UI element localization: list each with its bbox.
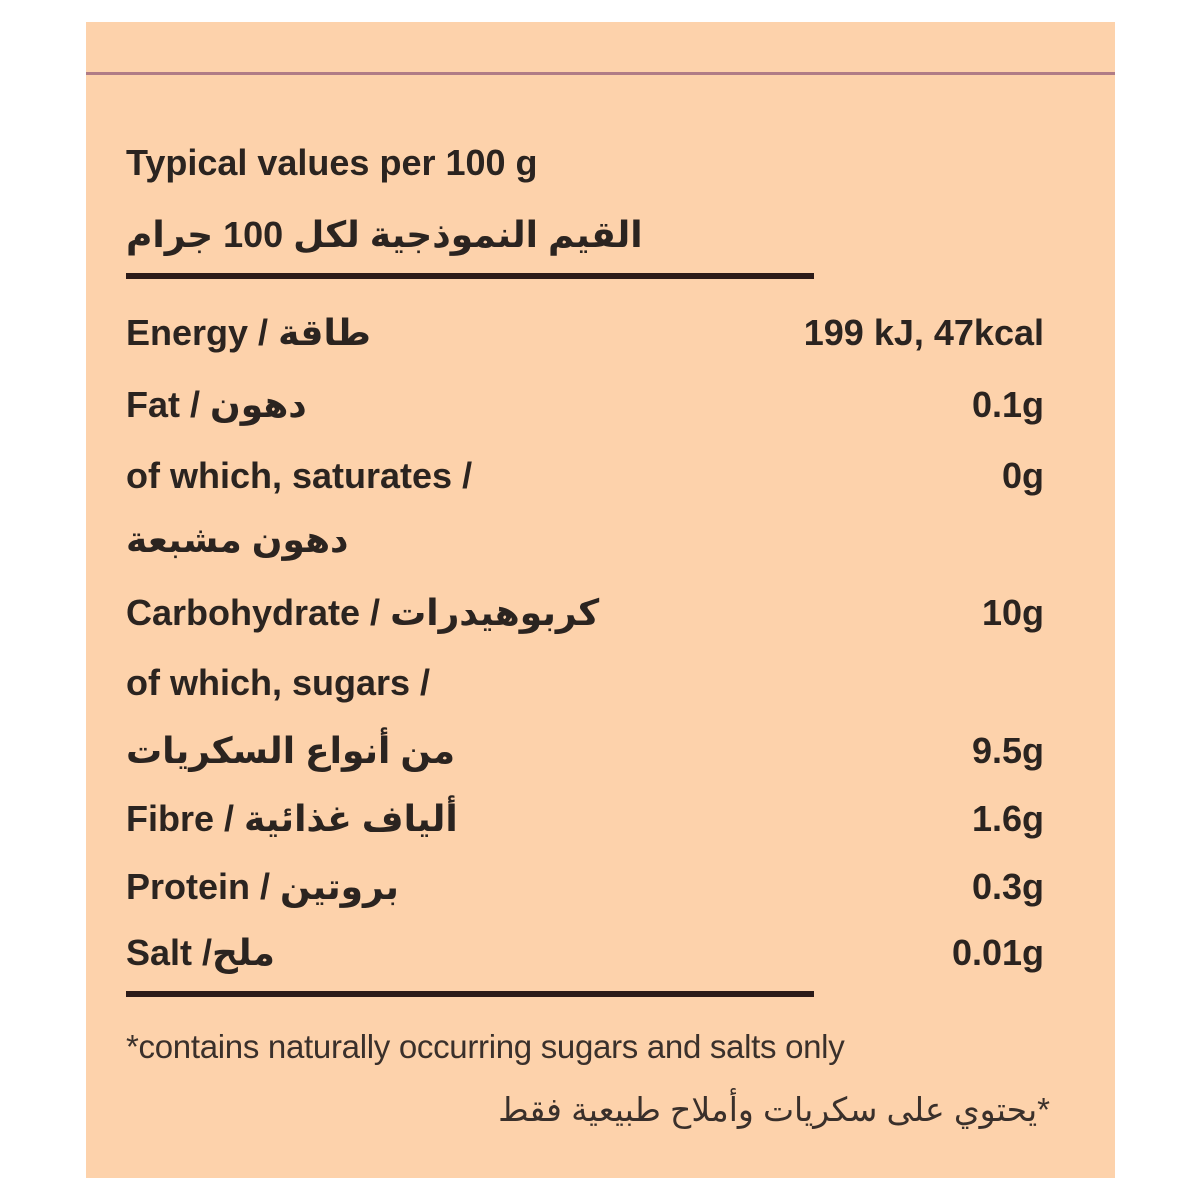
nutrient-label-ar: من أنواع السكريات [126, 730, 456, 771]
nutrient-label-ar: ملح [212, 932, 275, 973]
nutrient-row-fat [126, 384, 1044, 434]
nutrient-label-en: Carbohydrate / [126, 592, 391, 633]
nutrient-value: 0.01g [951, 932, 1044, 973]
nutrient-value: 0.3g [971, 866, 1044, 907]
nutrient-label-en: Protein / [126, 866, 281, 907]
nutrient-label-en: Energy / [126, 312, 279, 353]
table-bottom-divider [126, 991, 814, 997]
nutrient-row-protein [126, 866, 1044, 916]
nutrient-label [126, 798, 458, 840]
nutrient-row-saturates [126, 455, 1044, 505]
nutrient-row-carbohydrate [126, 592, 1044, 642]
nutrient-value: 9.5g [971, 730, 1044, 771]
nutrient-label-ar: دهون [210, 384, 307, 425]
header-title-ar: القيم النموذجية لكل 100 جرام [126, 214, 643, 255]
nutrient-value: 0g [1001, 455, 1044, 496]
nutrient-label [126, 932, 275, 974]
nutrient-row-salt [126, 932, 1044, 982]
header-title-en: Typical values per 100 g [126, 142, 538, 183]
nutrient-label-en: of which, sugars / [126, 662, 431, 703]
nutrient-label-ar: بروتين [280, 866, 399, 907]
nutrient-value: 1.6g [971, 798, 1044, 839]
nutrient-row-sugars-ar [126, 730, 1044, 780]
nutrient-label-ar: دهون مشبعة [126, 519, 349, 560]
nutrient-label [126, 592, 599, 634]
nutrient-label-en: Fat / [126, 384, 211, 425]
nutrient-label-ar: طاقة [278, 312, 371, 353]
nutrient-label-ar: كربوهيدرات [390, 592, 600, 633]
nutrient-label [126, 384, 307, 426]
nutrient-row-fibre [126, 798, 1044, 848]
nutrient-label-en: Fibre / [126, 798, 245, 839]
top-divider [86, 72, 1115, 75]
nutrient-label-en: Salt / [126, 932, 213, 973]
footnote-ar: *يحتوي على سكريات وأملاح طبيعية فقط [498, 1091, 1050, 1128]
nutrient-value: 10g [981, 592, 1044, 633]
nutrient-value: 0.1g [971, 384, 1044, 425]
nutrient-row-sugars [126, 662, 1044, 712]
nutrient-label-en: of which, saturates / [126, 455, 473, 496]
nutrient-row-energy [126, 312, 1044, 362]
nutrient-row-saturates-ar [126, 519, 1044, 569]
nutrition-panel [86, 22, 1115, 1178]
nutrient-label [126, 866, 399, 908]
footnote-en: *contains naturally occurring sugars and salts only [126, 1028, 845, 1065]
header-divider [126, 273, 814, 279]
nutrient-label-ar: ألياف غذائية [244, 798, 458, 839]
nutrient-label [126, 312, 371, 354]
nutrient-value: 199 kJ, 47kcal [803, 312, 1044, 353]
